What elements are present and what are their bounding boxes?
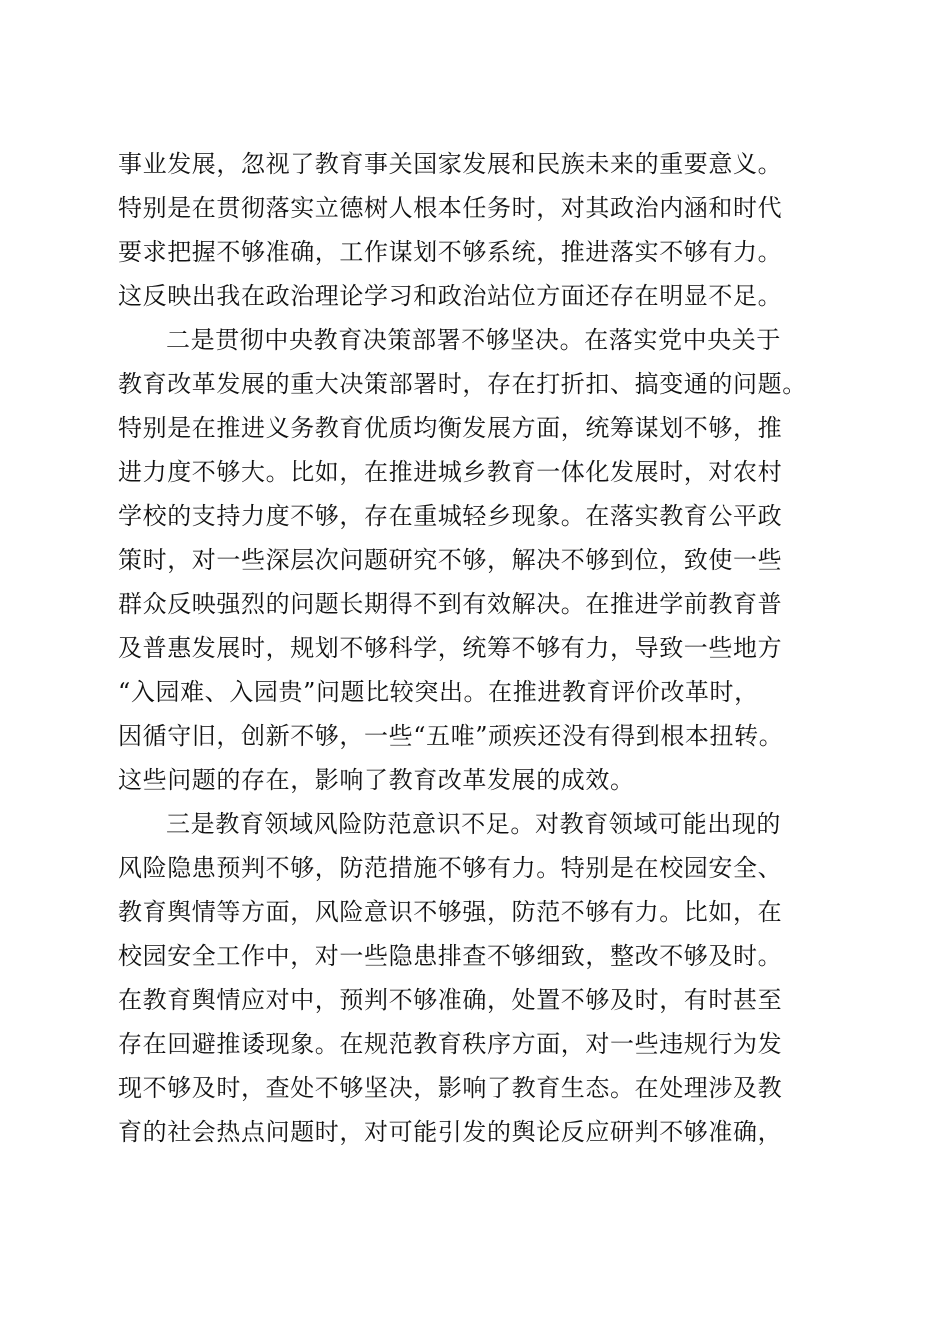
text-line: 现不够及时，查处不够坚决，影响了教育生态。在处理涉及教 — [118, 1074, 783, 1102]
paragraph-2-first-line: 二是贯彻中央教育决策部署不够坚决。在落实党中央关于 — [166, 326, 781, 354]
text-line: 进力度不够大。比如，在推进城乡教育一体化发展时，对农村 — [118, 458, 783, 486]
text-line: 策时，对一些深层次问题研究不够，解决不够到位，致使一些 — [118, 546, 783, 574]
text-line: 教育改革发展的重大决策部署时，存在打折扣、搞变通的问题。 — [118, 370, 807, 398]
text-line: 因循守旧，创新不够，一些“五唯”顽疾还没有得到根本扭转。 — [118, 722, 784, 750]
text-line: 风险隐患预判不够，防范措施不够有力。特别是在校园安全、 — [118, 854, 783, 882]
text-line: 及普惠发展时，规划不够科学，统筹不够有力，导致一些地方 — [118, 634, 783, 662]
text-line: 校园安全工作中，对一些隐患排查不够细致，整改不够及时。 — [118, 942, 783, 970]
text-line: 特别是在贯彻落实立德树人根本任务时，对其政治内涵和时代 — [118, 194, 783, 222]
text-line: 要求把握不够准确，工作谋划不够系统，推进落实不够有力。 — [118, 238, 783, 266]
text-line: 学校的支持力度不够，存在重城轻乡现象。在落实教育公平政 — [118, 502, 783, 530]
text-line: 在教育舆情应对中，预判不够准确，处置不够及时，有时甚至 — [118, 986, 783, 1014]
text-line: 存在回避推诿现象。在规范教育秩序方面，对一些违规行为发 — [118, 1030, 783, 1058]
text-line: 这反映出我在政治理论学习和政治站位方面还存在明显不足。 — [118, 282, 783, 310]
document-page — [118, 142, 818, 1154]
paragraph-3-first-line: 三是教育领域风险防范意识不足。对教育领域可能出现的 — [166, 810, 781, 838]
text-line: 教育舆情等方面，风险意识不够强，防范不够有力。比如，在 — [118, 898, 783, 926]
text-line: 育的社会热点问题时，对可能引发的舆论反应研判不够准确， — [118, 1118, 783, 1146]
text-line: “入园难、入园贵”问题比较突出。在推进教育评价改革时， — [118, 678, 759, 706]
text-line: 群众反映强烈的问题长期得不到有效解决。在推进学前教育普 — [118, 590, 783, 618]
text-line: 事业发展，忽视了教育事关国家发展和民族未来的重要意义。 — [118, 150, 783, 178]
text-line: 特别是在推进义务教育优质均衡发展方面，统筹谋划不够，推 — [118, 414, 783, 442]
text-line: 这些问题的存在，影响了教育改革发展的成效。 — [118, 766, 635, 794]
